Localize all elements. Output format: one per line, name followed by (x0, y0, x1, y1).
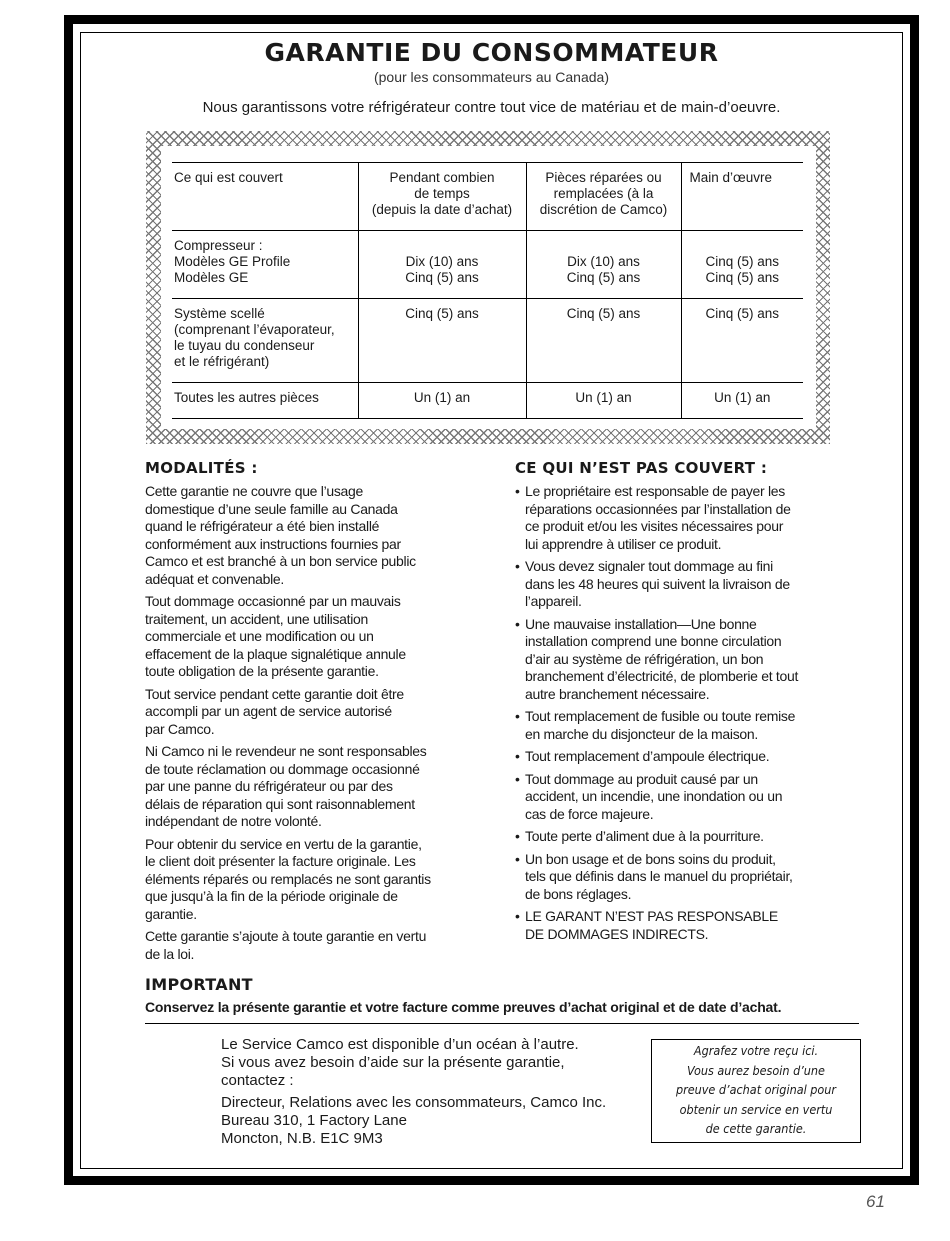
text-line: par Camco. (145, 720, 215, 737)
cell-line: Toutes les autres pièces (174, 390, 319, 405)
page-title: GARANTIE DU CONSOMMATEUR (264, 38, 719, 67)
row-labor-cell (681, 383, 803, 419)
text-line: branchement d’électricité, de plomberie et tout (525, 668, 799, 684)
cell-line: Compresseur : (174, 238, 263, 253)
text-line: Directeur, Relations avec les consommateurs, Camco Inc. (221, 1094, 607, 1111)
cell-line: Un (1) an (413, 390, 471, 405)
table-row-compressor (172, 231, 803, 299)
receipt-line: Agrafez votre reçu ici. (693, 1043, 819, 1058)
text-line: indépendant de notre volonté. (145, 813, 322, 829)
text-line: accident, un incendie, une inondation ou un (525, 788, 783, 804)
text-line: domestique d’une seule famille au Canada (145, 500, 398, 517)
cell-line: discrétion de Camco) (539, 202, 668, 217)
text-line: Cette garantie s’ajoute à toute garantie en vertu (145, 928, 427, 944)
text-line: Le propriétaire est responsable de payer les (525, 483, 785, 499)
receipt-line: obtenir un service en vertu (679, 1101, 833, 1117)
exclusion-item (515, 708, 845, 743)
text-line: Toute perte d’aliment due à la pourriture. (525, 828, 764, 844)
cell-line: Un (1) an (714, 390, 771, 405)
text-line: Moncton, N.B. E1C 9M3 (221, 1130, 383, 1147)
contact-info (221, 1036, 606, 1152)
bullet-icon: • (515, 908, 520, 924)
contact-paragraph (221, 1094, 606, 1148)
text-line: quand le réfrigérateur a été bien installé (145, 518, 380, 534)
cell-line: Ce qui est couvert (174, 170, 283, 185)
row-item-cell (172, 383, 358, 419)
text-line: Si vous avez besoin d’aide sur la présente garantie, (221, 1054, 565, 1071)
cell-line (686, 238, 800, 254)
modalites-heading: MODALITÉS : (145, 459, 258, 477)
cell-line: Cinq (5) ans (405, 306, 479, 321)
bullet-icon: • (515, 748, 520, 764)
receipt-line: preuve d’achat original pour (675, 1082, 837, 1097)
cell-line: remplacées (à la (553, 186, 654, 201)
exclusion-item (515, 558, 845, 611)
cell-line: Un (1) an (575, 390, 632, 405)
text-line: installation comprend une bonne circulation (525, 633, 782, 649)
text-line: Pour obtenir du service en vertu de la garantie, (145, 835, 422, 852)
text-line: l’appareil. (525, 593, 582, 609)
bullet-icon: • (515, 828, 520, 844)
text-line: commerciale et une modification ou un (145, 628, 374, 644)
text-line: de la loi. (145, 945, 195, 962)
bullet-icon: • (515, 770, 520, 787)
text-line: de bons réglages. (525, 885, 632, 902)
text-line: Tout remplacement d’ampoule électrique. (525, 748, 770, 764)
divider-line (145, 1023, 859, 1024)
text-line: lui apprendre à utiliser ce produit. (525, 535, 722, 552)
text-line: Camco et est branché à un bon service public (145, 553, 416, 569)
not-covered-section (515, 459, 845, 948)
cell-line: Système scellé (174, 306, 265, 321)
modalites-section (145, 459, 475, 968)
modalites-paragraph (145, 483, 475, 588)
exclusion-item (515, 748, 845, 766)
cell-line: Main d’œuvre (689, 170, 773, 185)
bullet-icon: • (515, 850, 520, 867)
cell-line: Dix (10) ans (405, 254, 479, 269)
row-parts-cell (526, 231, 681, 299)
table-row-sealed-system (172, 299, 803, 383)
modalites-paragraph (145, 686, 475, 739)
bullet-icon: • (515, 558, 520, 574)
exclusion-item (515, 616, 845, 704)
text-line: de toute réclamation ou dommage occasionné (145, 760, 420, 777)
row-labor-cell (681, 231, 803, 299)
modalites-body (145, 483, 475, 963)
exclusion-item (515, 828, 845, 846)
cell-line: Pendant combien (389, 170, 495, 185)
header-cell-parts (526, 163, 681, 231)
cell-line: Cinq (5) ans (566, 306, 641, 321)
bullet-icon: • (515, 483, 520, 499)
text-line: réparations occasionnées par l’installation de (525, 500, 791, 517)
exclusion-item (515, 908, 845, 943)
modalites-paragraph (145, 836, 475, 924)
text-line: Le Service Camco est disponible d’un océan à l’autre. (221, 1036, 579, 1053)
text-line: en marche du disjoncteur de la maison. (525, 725, 758, 742)
cell-line: (depuis la date d’achat) (371, 202, 513, 217)
exclusion-item (515, 483, 845, 553)
table-row-other-parts (172, 383, 803, 419)
text-line: Vous devez signaler tout dommage au fini (525, 558, 773, 574)
cell-line: Cinq (5) ans (705, 254, 780, 269)
cell-line: Cinq (5) ans (405, 270, 479, 285)
coverage-table (172, 162, 803, 419)
cell-line: Modèles GE (174, 270, 249, 285)
text-line: Tout remplacement de fusible ou toute remise (525, 708, 796, 724)
not-covered-heading: CE QUI N’EST PAS COUVERT : (515, 459, 768, 477)
row-labor-cell (681, 299, 803, 383)
text-line: DE DOMMAGES INDIRECTS. (525, 925, 709, 942)
text-line: accompli par un agent de service autorisé (145, 703, 392, 719)
text-line: autre branchement nécessaire. (525, 685, 710, 702)
exclusion-item (515, 771, 845, 824)
cell-line: Pièces réparées ou (545, 170, 662, 185)
table-header-row (172, 163, 803, 231)
modalites-paragraph (145, 593, 475, 681)
text-line: que jusqu’à la fin de la période originale de (145, 888, 398, 904)
cell-line (531, 238, 677, 254)
header-cell-period (358, 163, 526, 231)
text-line: adéquat et convenable. (145, 570, 284, 587)
text-line: le client doit présenter la facture originale. Les (145, 853, 416, 869)
text-line: Un bon usage et de bons soins du produit, (525, 850, 776, 867)
cell-line: Cinq (5) ans (566, 270, 641, 285)
modalites-paragraph (145, 928, 475, 963)
text-line: ce produit et/ou les visites nécessaires pour (525, 518, 784, 534)
text-line: délais de réparation qui sont raisonnablement (145, 795, 415, 812)
text-line: traitement, un accident, une utilisation (145, 610, 369, 627)
text-line: Une mauvaise installation—Une bonne (525, 615, 757, 632)
page-subtitle: (pour les consommateurs au Canada) (373, 69, 609, 85)
cell-line: le tuyau du condenseur (174, 338, 315, 353)
text-line: Tout service pendant cette garantie doit être (145, 685, 404, 702)
cell-line: et le réfrigérant) (174, 354, 270, 369)
text-line: par une panne du réfrigérateur ou par des (145, 778, 393, 794)
text-line: d’air au système de réfrigération, un bon (525, 650, 764, 667)
important-notice: Conservez la présente garantie et votre facture comme preuves d’achat original et de date d’achat. (145, 999, 782, 1015)
row-parts-cell (526, 299, 681, 383)
cell-line: (comprenant l’évaporateur, (174, 322, 335, 337)
text-line: Ni Camco ni le revendeur ne sont responsables (145, 743, 427, 759)
row-parts-cell (526, 383, 681, 419)
cell-line: de temps (414, 186, 470, 201)
text-line: Bureau 310, 1 Factory Lane (221, 1112, 407, 1129)
text-line: Tout dommage au produit causé par un (525, 770, 758, 787)
text-line: contactez : (221, 1072, 294, 1089)
receipt-line: de cette garantie. (705, 1121, 807, 1136)
text-line: cas de force majeure. (525, 805, 654, 822)
cell-line: Cinq (5) ans (705, 306, 780, 321)
text-line: tels que définis dans le manuel du propriétair, (525, 868, 793, 884)
bullet-icon: • (515, 708, 520, 724)
cell-line: Modèles GE Profile (174, 254, 291, 269)
header-cell-covered (172, 163, 358, 231)
contact-paragraph (221, 1036, 606, 1090)
header-cell-labor (681, 163, 803, 231)
row-period-cell (358, 383, 526, 419)
cell-line (363, 238, 522, 254)
text-line: garantie. (145, 905, 197, 922)
intro-statement: Nous garantissons votre réfrigérateur contre tout vice de matériau et de main-d’oeuvre. (202, 99, 781, 116)
text-line: Tout dommage occasionné par un mauvais (145, 593, 401, 609)
row-period-cell (358, 231, 526, 299)
text-line: conformément aux instructions fournies par (145, 535, 401, 552)
modalites-paragraph (145, 743, 475, 831)
exclusion-item (515, 851, 845, 904)
text-line: LE GARANT N’EST PAS RESPONSABLE (525, 908, 778, 924)
receipt-box (651, 1039, 861, 1143)
text-line: dans les 48 heures qui suivent la livraison de (525, 575, 790, 592)
not-covered-list (515, 483, 845, 943)
receipt-line: Vous aurez besoin d’une (687, 1062, 825, 1078)
bullet-icon: • (515, 615, 520, 632)
important-heading: IMPORTANT (145, 975, 253, 994)
cell-line: Dix (10) ans (567, 254, 640, 269)
row-item-cell (172, 231, 358, 299)
row-item-cell (172, 299, 358, 383)
text-line: toute obligation de la présente garantie. (145, 663, 379, 679)
text-line: éléments réparés ou remplacés ne sont garantis (145, 870, 431, 887)
text-line: Cette garantie ne couvre que l’usage (145, 483, 364, 499)
cell-line: Cinq (5) ans (705, 270, 780, 285)
row-period-cell (358, 299, 526, 383)
page-number: 61 (866, 1192, 885, 1211)
text-line: effacement de la plaque signalétique annule (145, 645, 406, 662)
